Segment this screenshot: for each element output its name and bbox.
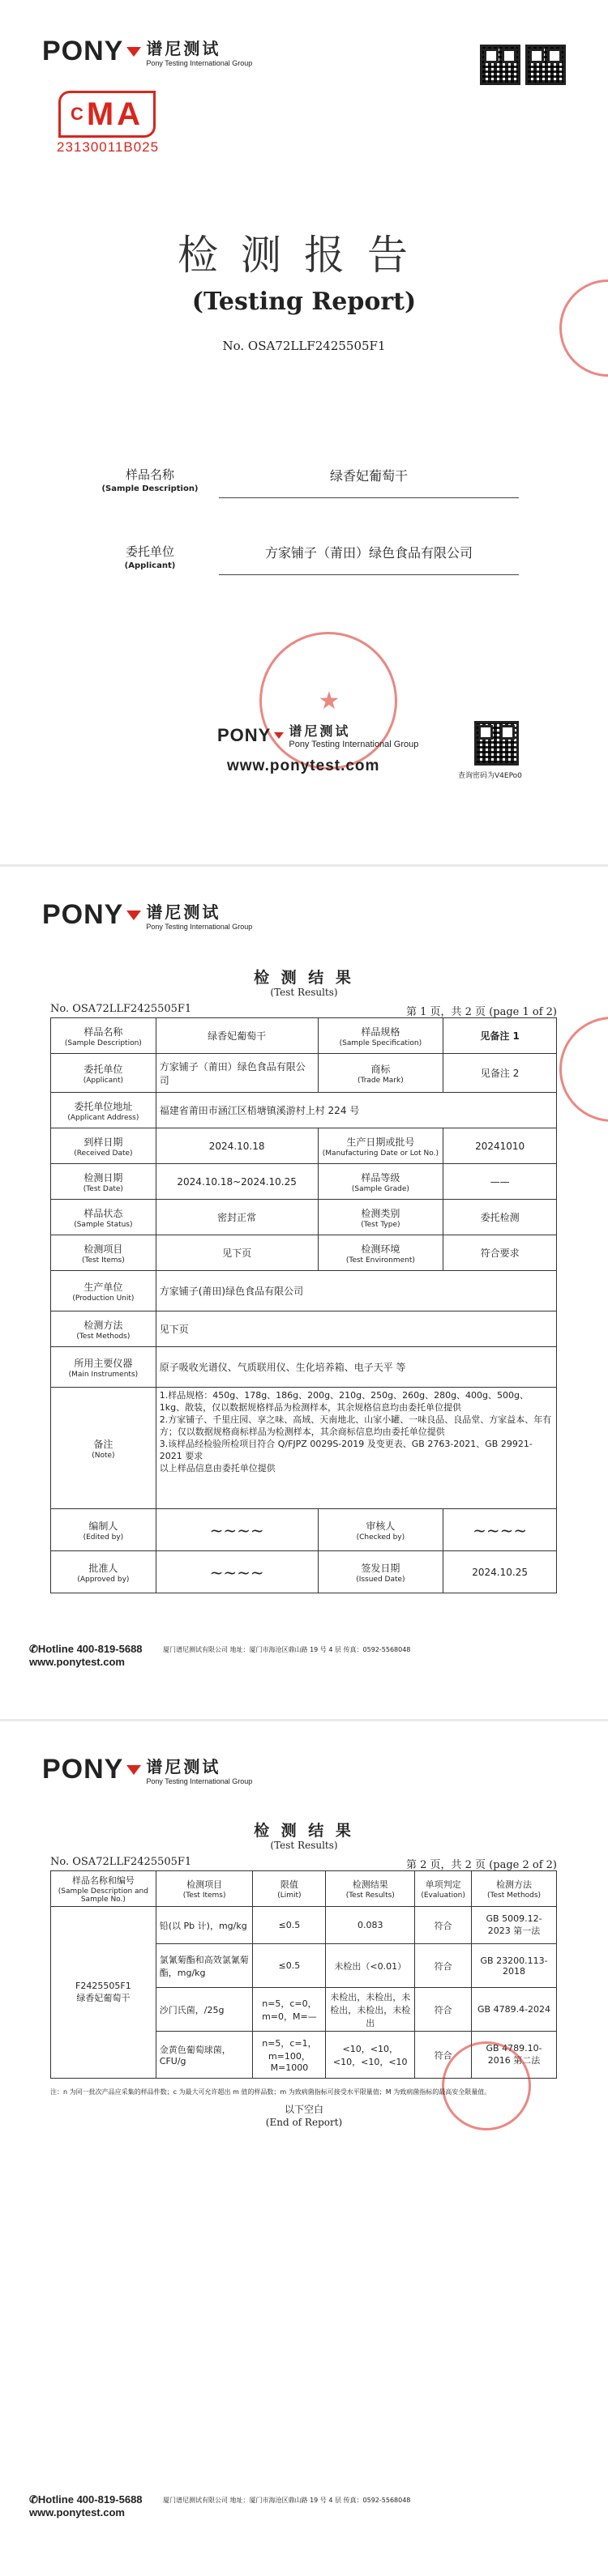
pony-logo: PONY 谱尼测试 Pony Testing International Group xyxy=(42,36,253,67)
footer xyxy=(29,2493,589,2518)
table-row: 检测项目 (Test Items) 见下页 检测环境 (Test Environment) 符合要求 xyxy=(51,1235,557,1271)
website[interactable]: www.ponytest.com xyxy=(227,757,380,774)
qr-code-icon xyxy=(525,45,566,85)
hotline: ✆Hotline 400-819-5688 xyxy=(29,2493,143,2506)
cma-number: 23130011B025 xyxy=(57,139,160,155)
table-row: 编制人 (Edited by) ~~~~ 审核人 (Checked by) ~~~~ xyxy=(51,1509,557,1551)
table-row: 样品状态 (Sample Status) 密封正常 检测类别 (Test Type) 委托检测 xyxy=(51,1200,557,1235)
logo-triangle-icon xyxy=(126,1765,141,1775)
checker-signature: ~~~~ xyxy=(443,1509,557,1551)
results-info-table xyxy=(50,1017,557,1593)
end-marker-en: (End of Report) xyxy=(265,2117,343,2128)
table-row: 检测方法 (Test Methods) 见下页 xyxy=(51,1311,557,1347)
table-row: 委托单位地址 (Applicant Address) 福建省莆田市涵江区梧塘镇溪游村上村 224 号 xyxy=(51,1093,557,1128)
website-footer[interactable]: www.ponytest.com xyxy=(29,1656,125,1668)
report-number-line: No. OSA72LLF2425505F1 第 1 页，共 2 页 (page 1 of 2) xyxy=(50,1003,557,1018)
qr-caption: 查询密码为V4EPo0 xyxy=(458,772,522,780)
sample-description-field: 样品名称 (Sample Description) 绿香妃葡萄干 xyxy=(97,466,519,514)
note-2: 2.方家铺子、千里庄园、享之味、高域、天南地北、山家小罐、一味良品、良品堂、方家益本、年有方；仅以数据规格商标样品为检测样本，其余商标信息均由委托单位提供 xyxy=(159,1414,552,1437)
qr-code-icon xyxy=(474,721,519,766)
table-row: 样品名称 (Sample Description) 绿香妃葡萄干 样品规格 (Sample Specification) 见备注 1 xyxy=(51,1018,557,1054)
results-title: 检 测 结 果 xyxy=(254,1822,354,1840)
editor-signature: ~~~~ xyxy=(156,1509,318,1551)
table-row: 检测日期 (Test Date) 2024.10.18~2024.10.25 样品等级 (Sample Grade) —— xyxy=(51,1164,557,1200)
applicant-field: 委托单位 (Applicant) 方家铺子（莆田）绿色食品有限公司 xyxy=(97,543,519,591)
sample-number: F2425505F1 xyxy=(75,1981,131,1991)
table-row: 备注 (Note) 1.样品规格：450g、178g、186g、200g、210g、250g、260g、280g、400g、500g、1kg、散装，仅以数据规格样品为检测样本，其余规格信息均由委托单位提供 2.方家铺子、千里庄园、享之味、高域、天南地北、山家小罐、一味良品、良品堂、方家益本、年有方；仅以数据规格商标样品为检测样本，其余商标信息均由委托单位提供 3.该样品经检验所检项目符合 Q/FJPZ 0029S-2019 及变更表、GB 2763-2021、GB 29921-2021 要求 以上样品信息由委托单位提供 xyxy=(51,1388,557,1509)
logo-triangle-icon xyxy=(126,911,141,920)
sample-description-value: 绿香妃葡萄干 xyxy=(219,466,519,498)
logo-triangle-icon xyxy=(126,47,141,57)
sample-name: 绿香妃葡萄干 xyxy=(76,1993,131,2003)
pony-logo: PONY 谱尼测试 Pony Testing International Group xyxy=(42,899,253,931)
cover-page xyxy=(0,0,608,867)
company-seal-icon: ★ xyxy=(259,632,397,770)
table-header-row: 样品名称和编号 (Sample Description and Sample No.) 检测项目 (Test Items) 限值 (Limit) 检测结果 (Test Results) 单项判定 (Evaluation) 检测方法 (Test Methods) xyxy=(51,1871,557,1907)
red-stamp-icon xyxy=(559,1017,608,1122)
table-row: 氯氰菊酯和高效氯氰菊酯，mg/kg ≤0.5 未检出（<0.01） 符合 GB 23200.113-2018 xyxy=(51,1944,557,1988)
results-subtitle: (Test Results) xyxy=(270,987,338,998)
applicant-value: 方家铺子（莆田）绿色食品有限公司 xyxy=(219,543,519,575)
end-marker-cn: 以下空白 xyxy=(284,2104,323,2115)
note-4: 以上样品信息由委托单位提供 xyxy=(159,1463,276,1474)
results-subtitle: (Test Results) xyxy=(270,1840,338,1851)
table-row: 金黄色葡萄球菌，CFU/g n=5，c=1，m=100，M=1000 <10，<10，<10，<10，<10 符合 GB 4789.10-2016 第二法 xyxy=(51,2032,557,2079)
pony-logo-bottom: PONY 谱尼测试 Pony Testing International Group xyxy=(217,723,419,749)
cma-seal: $^C$MA xyxy=(58,91,156,138)
note-1: 1.样品规格：450g、178g、186g、200g、210g、250g、260g、280g、400g、500g、1kg、散装，仅以数据规格样品为检测样本，其余规格信息均由委托单位提供 xyxy=(159,1390,529,1413)
table-row: 到样日期 (Received Date) 2024.10.18 生产日期或批号 (Manufacturing Date or Lot No.) 20241010 xyxy=(51,1128,557,1164)
hotline: ✆Hotline 400-819-5688 xyxy=(29,1643,143,1655)
qr-code-icon xyxy=(480,45,520,85)
table-row: 沙门氏菌，/25g n=5，c=0，m=0，M=— 未检出，未检出，未检出，未检出，未检出 符合 GB 4789.4-2024 xyxy=(51,1988,557,2032)
footer-address: 厦门谱尼测试有限公司 地址：厦门市海沧区鼎山路 19 号 4 层 传真：0592-5568048 xyxy=(163,1646,411,1653)
pony-logo: PONY 谱尼测试 Pony Testing International Group xyxy=(42,1754,253,1785)
table-row: 批准人 (Approved by) ~~~~ 签发日期 (Issued Date) 2024.10.25 xyxy=(51,1551,557,1593)
report-title-cn: 检测报告 xyxy=(178,232,430,279)
results-title: 检 测 结 果 xyxy=(254,969,354,987)
report-number: No. OSA72LLF2425505F1 xyxy=(222,339,386,353)
table-row: 委托单位 (Applicant) 方家铺子（莆田）绿色食品有限公司 商标 (Trade Mark) 见备注 2 xyxy=(51,1054,557,1093)
results-page-2 xyxy=(0,1721,608,2576)
footnote: 注：n 为同一批次产品应采集的样品件数；c 为最大可允许超出 m 值的样品数；m 为致病菌指标可接受水平限量值；M 为致病菌指标的最高安全限量值。 xyxy=(50,2088,491,2096)
footer xyxy=(29,1643,589,1668)
table-row: 所用主要仪器 (Main Instruments) 原子吸收光谱仪、气质联用仪、生化培养箱、电子天平 等 xyxy=(51,1347,557,1388)
approver-signature: ~~~~ xyxy=(156,1551,318,1593)
report-number-line: No. OSA72LLF2425505F1 第 2 页，共 2 页 (page 2 of 2) xyxy=(50,1856,557,1871)
note-3: 3.该样品经检验所检项目符合 Q/FJPZ 0029S-2019 及变更表、GB 2763-2021、GB 29921-2021 要求 xyxy=(159,1439,533,1461)
logo-triangle-icon xyxy=(274,732,284,739)
table-row: F2425505F1 绿香妃葡萄干 铅(以 Pb 计)，mg/kg ≤0.5 0.083 符合 GB 5009.12-2023 第一法 xyxy=(51,1907,557,1944)
website-footer[interactable]: www.ponytest.com xyxy=(29,2506,125,2518)
report-title-en: (Testing Report) xyxy=(191,288,417,316)
footer-address: 厦门谱尼测试有限公司 地址：厦门市海沧区鼎山路 19 号 4 层 传真：0592-5568048 xyxy=(163,2497,411,2504)
results-page-1 xyxy=(0,867,608,1721)
table-row: 生产单位 (Production Unit) 方家铺子(莆田)绿色食品有限公司 xyxy=(51,1271,557,1311)
